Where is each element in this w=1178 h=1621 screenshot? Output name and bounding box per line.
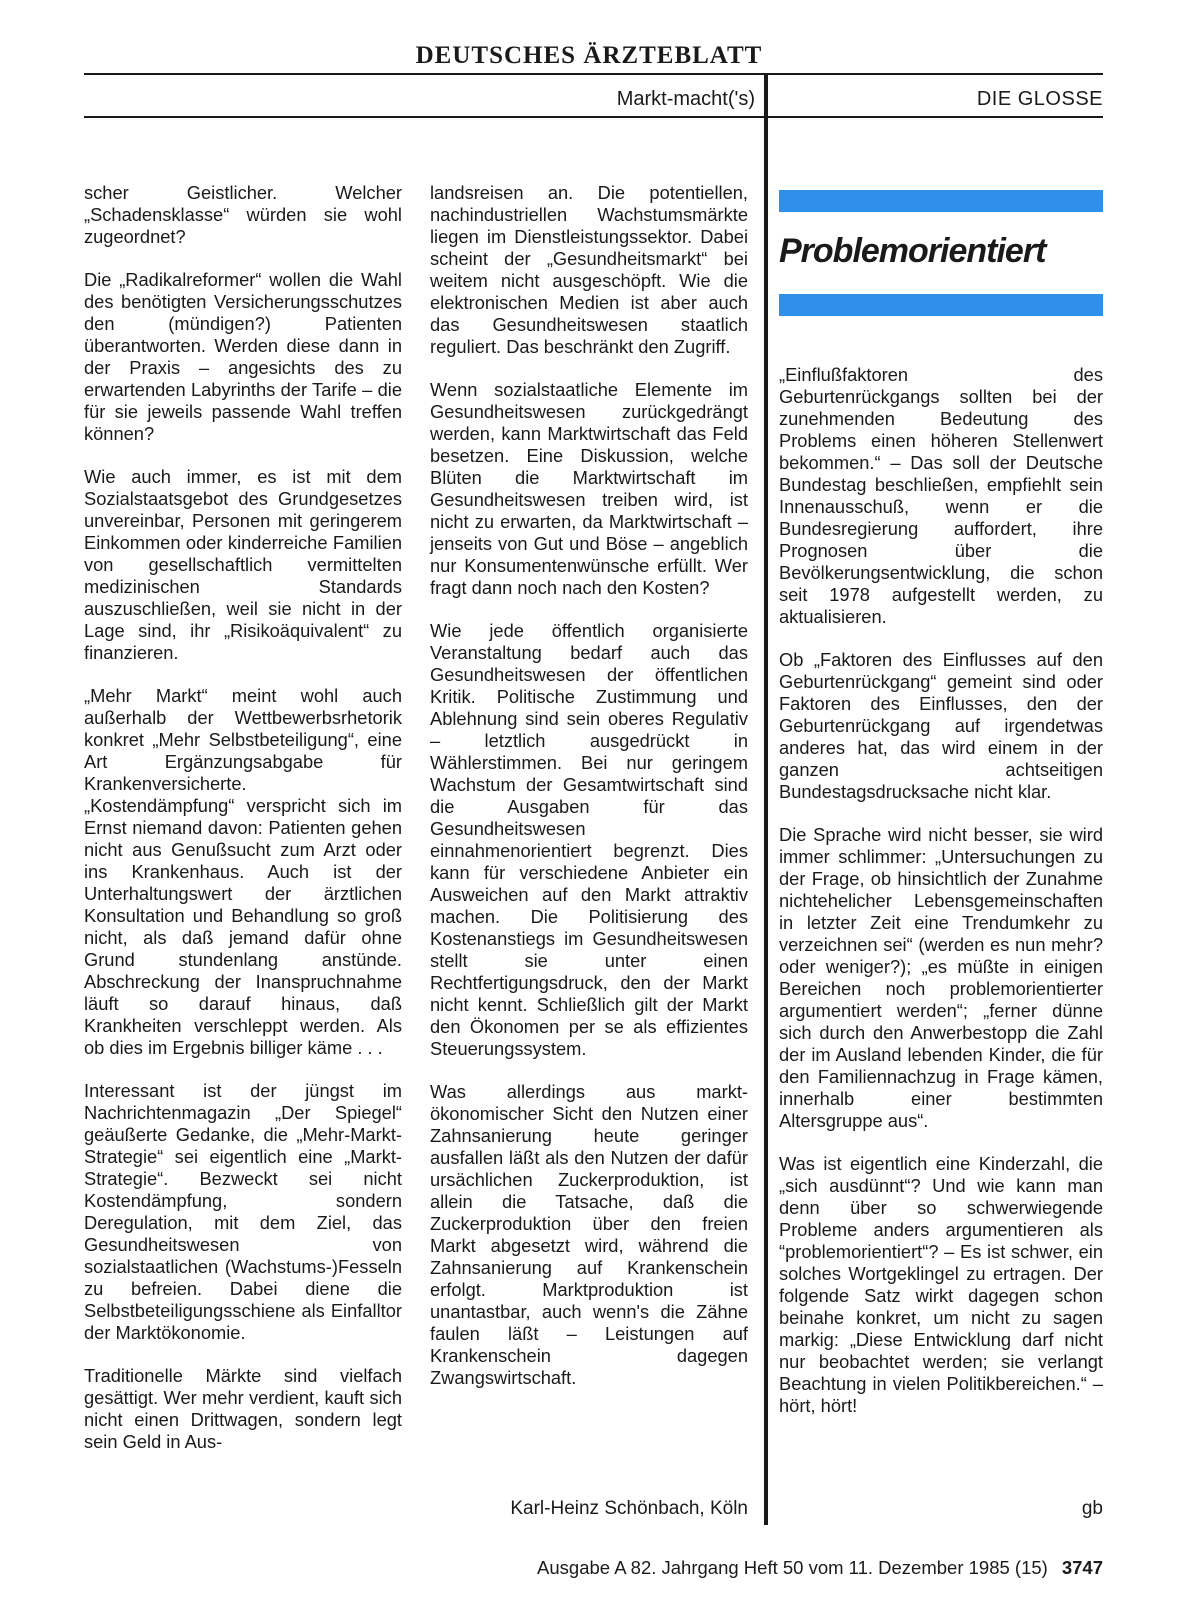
paragraph: scher Geistlicher. Welcher „Schadensklasse“ würden sie wohl zugeordnet? bbox=[84, 182, 402, 247]
gloss-title: Problemorientiert bbox=[779, 232, 1046, 270]
paragraph: Wie jede öffentlich organisierte Veranstaltung bedarf auch das Gesundheitswesen der öffentlichen Kritik. Politische Zustimmung und Ablehnung sind sein oberes Regulativ – letztlich ausgedrückt in Wählerstimmen. Bei nur geringem Wachstum der Gesamtwirtschaft sind die Ausgaben für das Gesundheitswesen einnahmenorientiert begrenzt. Dies kann für verschiedene Anbieter ein Ausweichen auf den Markt attraktiv machen. Die Politisierung des Kostenanstiegs im Gesundheitswesen stellt sie unter einen Rechtfertigungsdruck, den der Markt nicht kennt. Schließlich gilt der Markt den Ökonomen per se als effizientes Steuerungssystem. bbox=[430, 620, 748, 1059]
rubric-label: DIE GLOSSE bbox=[976, 88, 1103, 110]
article-column-1 bbox=[84, 182, 402, 1474]
paragraph: „Einflußfaktoren des Geburtenrückgangs sollten bei der zunehmenden Bedeutung des Problems einen höheren Stellenwert bekommen.“ – Das soll der Deutsche Bundestag beschließen, empfiehlt sein Innenausschuß, wenn er die Bundesregierung auffordert, ihre Prognosen über die Bevölkerungsentwicklung, die schon seit 1978 aufgestellt werden, zu aktualisieren. bbox=[779, 364, 1103, 627]
accent-band-top bbox=[779, 190, 1103, 212]
paragraph: „Mehr Markt“ meint wohl auch außerhalb der Wettbewerbsrhetorik konkret „Mehr Selbstbeteiligung“, eine Art Ergänzungsabgabe für Krankenversicherte. „Kostendämpfung“ verspricht sich im Ernst niemand davon: Patienten gehen nicht aus Genußsucht zum Arzt oder ins Krankenhaus. Auch ist der Unterhaltungswert der ärztlichen Konsultation und Behandlung so groß nicht, als daß jemand dafür ohne Grund stundenlang anstünde. Abschreckung der Inanspruchnahme läuft so darauf hinaus, daß Krankheiten verschleppt werden. Als ob dies im Ergebnis billiger käme . . . bbox=[84, 685, 402, 1058]
article-column-2 bbox=[430, 182, 748, 1410]
column-divider-bar bbox=[764, 75, 768, 1525]
author-initials: gb bbox=[1081, 1498, 1103, 1519]
paragraph: Wenn sozialstaatliche Elemente im Gesundheitswesen zurückgedrängt werden, kann Marktwirtschaft das Feld besetzen. Eine Diskussion, welche Blüten die Marktwirtschaft im Gesundheitswesen treiben wird, ist nicht zu erwarten, da Marktwirtschaft – jenseits von Gut und Böse – angeblich nur Konsumentenwünsche erfüllt. Wer fragt dann noch nach den Kosten? bbox=[430, 379, 748, 598]
header-rule bbox=[84, 116, 1103, 118]
paragraph: Die „Radikalreformer“ wollen die Wahl des benötigten Versicherungsschutzes den (mündigen?) Patienten überantworten. Werden diese dann in der Praxis – angesichts des zu erwartenden Labyrinths der Tarife – die für sie jeweils passende Wahl treffen können? bbox=[84, 269, 402, 444]
page-number: 3747 bbox=[1061, 1557, 1103, 1578]
paragraph: Die Sprache wird nicht besser, sie wird immer schlimmer: „Untersuchungen zu der Frage, ob hinsichtlich der Zunahme nichtehelicher Lebensgemeinschaften in letzter Zeit eine Trendumkehr zu verzeichnen sei“ (werden es nun mehr? oder weniger?); „es müßte in einigen Bereichen noch problemorientierter argumentiert werden“; „ferner dünne sich durch den Anwerbestopp die Zahl der im Ausland lebenden Kinder, die für den Familiennachzug in Frage kämen, innerhalb einer bestimmten Altersgruppe aus“. bbox=[779, 824, 1103, 1131]
author-byline: Karl-Heinz Schönbach, Köln bbox=[510, 1498, 748, 1519]
paragraph: Wie auch immer, es ist mit dem Sozialstaatsgebot des Grundgesetzes unvereinbar, Personen mit geringerem Einkommen oder kinderreiche Familien von gesellschaftlich vermittelten medizinischen Standards auszuschließen, weil sie nicht in der Lage sind, ihr „Risikoäquivalent“ zu finanzieren. bbox=[84, 466, 402, 663]
paragraph: Was ist eigentlich eine Kinderzahl, die „sich ausdünnt“? Und wie kann man denn über so schwerwiegende Probleme anders argumentieren als “problemorientiert“? – Es ist schwer, ein solches Wortgeklingel zu ertragen. Der folgende Satz wirkt dagegen schon beinahe konkret, um nicht zu sagen markig: „Diese Entwicklung darf nicht nur beobachtet werden; sie verlangt Beachtung in vielen Politikbereichen.“ – hört, hört! bbox=[779, 1153, 1103, 1416]
page-footer bbox=[460, 1557, 1103, 1579]
paragraph: Interessant ist der jüngst im Nachrichtenmagazin „Der Spiegel“ geäußerte Gedanke, die „Mehr-Markt-Strategie“ sei eigentlich eine „Markt-Strategie“. Bezweckt sei nicht Kostendämpfung, sondern Deregulation, mit dem Ziel, das Gesundheitswesen von sozialstaatlichen (Wachstums-)Fesseln zu befreien. Dabei diene die Selbstbeteiligungsschiene als Einfalltor der Marktökonomie. bbox=[84, 1080, 402, 1343]
paragraph: Was allerdings aus markt-ökonomischer Sicht den Nutzen einer Zahnsanierung heute geringer ausfallen läßt als den Nutzen der dafür ursächlichen Zuckerproduktion, ist allein die Tatsache, daß die Zuckerproduktion über den freien Markt abgesetzt wird, während die Zahnsanierung auf Krankenschein erfolgt. Marktproduktion ist unantastbar, auch wenn's die Zähne faulen läßt – Leistungen auf Krankenschein dagegen Zwangswirtschaft. bbox=[430, 1081, 748, 1388]
paragraph: landsreisen an. Die potentiellen, nachindustriellen Wachstumsmärkte liegen im Dienstleistungssektor. Dabei scheint der „Gesundheitsmarkt“ bei weitem nicht ausgeschöpft. Wie die elektronischen Medien ist aber auch das Gesundheitswesen staatlich reguliert. Das beschränkt den Zugriff. bbox=[430, 182, 748, 357]
paragraph: Traditionelle Märkte sind vielfach gesättigt. Wer mehr verdient, kauft sich nicht einen Drittwagen, sondern legt sein Geld in Aus- bbox=[84, 1365, 402, 1452]
gloss-column bbox=[779, 364, 1103, 1438]
accent-band-bottom bbox=[779, 294, 1103, 316]
masthead-rule bbox=[84, 73, 1103, 75]
masthead: DEUTSCHES ÄRZTEBLATT bbox=[415, 42, 763, 69]
edition-info: Ausgabe A 82. Jahrgang Heft 50 vom 11. Dezember 1985 (15) bbox=[537, 1557, 1048, 1578]
paragraph: Ob „Faktoren des Einflusses auf den Geburtenrückgang“ gemeint sind oder Faktoren des Einflusses, den der Geburtenrückgang auf irgendetwas anderes hat, das wird einem in der ganzen achtseitigen Bundestagsdrucksache nicht klar. bbox=[779, 649, 1103, 802]
section-title: Markt-macht('s) bbox=[616, 88, 755, 110]
